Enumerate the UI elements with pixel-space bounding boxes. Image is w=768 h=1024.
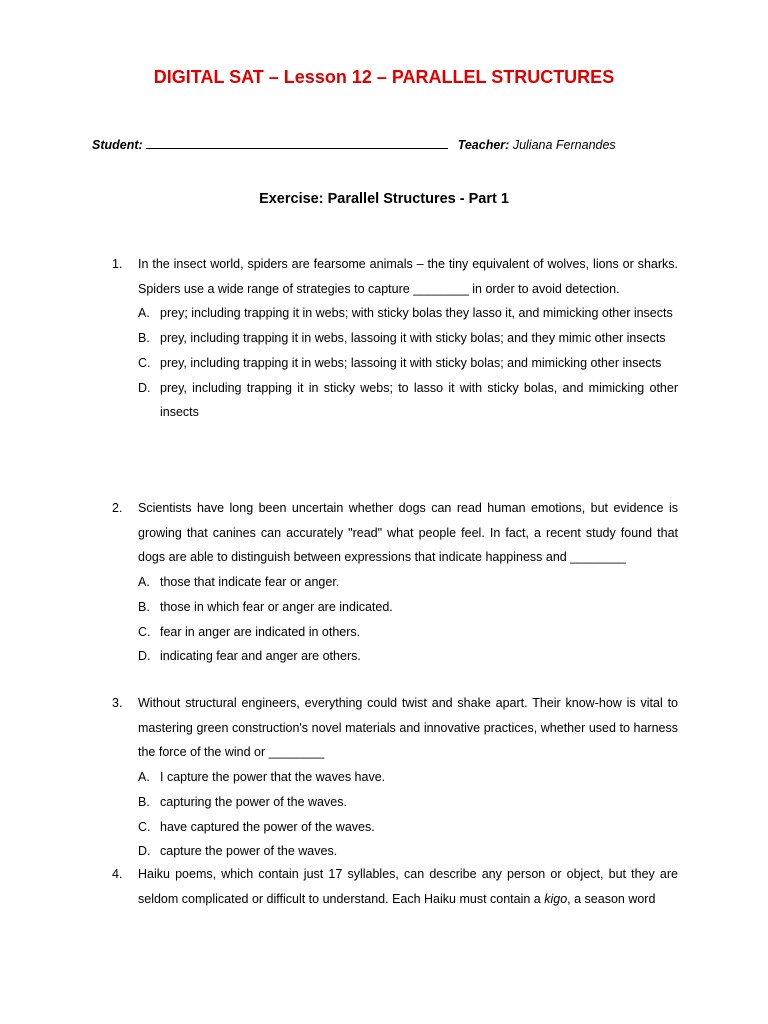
question-number: 1. bbox=[112, 257, 123, 271]
answer-option bbox=[138, 790, 678, 815]
option-letter: D. bbox=[138, 649, 151, 664]
answer-options bbox=[138, 301, 678, 425]
option-letter: B. bbox=[138, 331, 150, 346]
option-letter: C. bbox=[138, 819, 151, 834]
option-letter: B. bbox=[138, 794, 150, 809]
answer-option bbox=[138, 815, 678, 840]
answer-option bbox=[138, 620, 678, 645]
answer-option bbox=[138, 595, 678, 620]
answer-option bbox=[138, 570, 678, 595]
answer-option bbox=[138, 301, 678, 326]
question-text bbox=[138, 862, 678, 911]
option-text: prey, including trapping it in webs; lassoing it with sticky bolas; and mimicking other insects bbox=[160, 355, 662, 370]
option-text: I capture the power that the waves have. bbox=[160, 770, 386, 785]
answer-option bbox=[138, 376, 678, 425]
question-number: 3. bbox=[112, 696, 123, 710]
answer-option bbox=[138, 326, 678, 351]
option-letter: A. bbox=[138, 575, 150, 590]
option-text: capturing the power of the waves. bbox=[160, 794, 347, 809]
option-letter: A. bbox=[138, 306, 150, 321]
question-text-part: Haiku poems, which contain just 17 syllables, can describe any person or object, but they are seldom complicated or difficult to understand. Each Haiku must contain a bbox=[138, 867, 678, 906]
student-name-blank bbox=[146, 138, 448, 149]
question-number: 4. bbox=[112, 867, 123, 881]
teacher-label: Teacher: bbox=[457, 138, 510, 152]
option-text: indicating fear and anger are others. bbox=[160, 649, 361, 664]
question-text: In the insect world, spiders are fearsome animals – the tiny equivalent of wolves, lions or sharks. Spiders use a wide range of strategies to capture ________ in order to avoid detection. bbox=[138, 257, 678, 296]
answer-option bbox=[138, 351, 678, 376]
option-text: those in which fear or anger are indicated. bbox=[160, 599, 393, 614]
option-letter: A. bbox=[138, 770, 150, 785]
option-text: have captured the power of the waves. bbox=[160, 819, 375, 834]
page-title: DIGITAL SAT – Lesson 12 – PARALLEL STRUCTURES bbox=[153, 67, 615, 87]
answer-options bbox=[138, 765, 678, 864]
option-text: prey, including trapping it in sticky webs; to lasso it with sticky bolas, and mimicking other insects bbox=[160, 380, 678, 420]
question-4 bbox=[112, 862, 678, 911]
option-letter: B. bbox=[138, 599, 150, 614]
option-text: those that indicate fear or anger. bbox=[160, 575, 340, 590]
option-text: fear in anger are indicated in others. bbox=[160, 624, 361, 639]
option-text: prey; including trapping it in webs; with sticky bolas they lasso it, and mimicking other insects bbox=[160, 306, 673, 321]
answer-option bbox=[138, 644, 678, 669]
question-text-italic: kigo bbox=[544, 891, 568, 906]
question-number: 2. bbox=[112, 501, 123, 515]
option-text: capture the power of the waves. bbox=[160, 844, 338, 859]
option-letter: C. bbox=[138, 355, 151, 370]
option-letter: D. bbox=[138, 380, 151, 395]
option-text: prey, including trapping it in webs, lassoing it with sticky bolas; and they mimic other insects bbox=[160, 331, 666, 346]
answer-options bbox=[138, 570, 678, 669]
exercise-subtitle: Exercise: Parallel Structures - Part 1 bbox=[259, 191, 509, 207]
student-teacher-line bbox=[92, 138, 616, 152]
option-letter: C. bbox=[138, 624, 151, 639]
answer-option bbox=[138, 839, 678, 864]
question-text: Without structural engineers, everything could twist and shake apart. Their know-how is vital to mastering green construction's novel materials and innovative practices, whether used to harness the force of the wind or ________ bbox=[138, 696, 678, 760]
option-letter: D. bbox=[138, 844, 151, 859]
question-text: Scientists have long been uncertain whether dogs can read human emotions, but evidence is growing that canines can accurately "read" what people feel. In fact, a recent study found that dogs are able to distinguish between expressions that indicate happiness and ________ bbox=[138, 501, 678, 565]
question-text-part: , a season word bbox=[567, 891, 656, 906]
question-2 bbox=[112, 496, 678, 669]
student-label: Student: bbox=[92, 138, 143, 152]
question-3 bbox=[112, 691, 678, 864]
answer-option bbox=[138, 765, 678, 790]
teacher-name: Juliana Fernandes bbox=[512, 138, 616, 152]
question-1 bbox=[112, 252, 678, 425]
